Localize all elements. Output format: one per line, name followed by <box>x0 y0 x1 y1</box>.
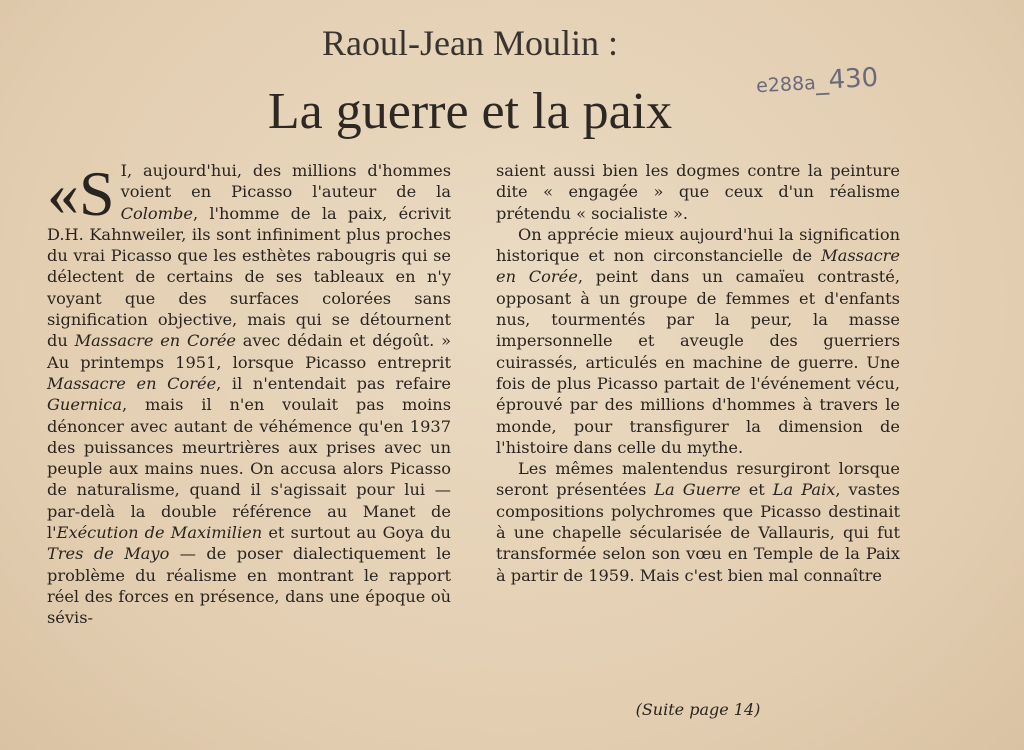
text-run: , mais il n'en voulait pas moins dénoncer avec autant de véhémence qu'en 1937 des puissances meurtrières aux prises avec un peuple aux mains nues. On accusa alors Picasso de naturalisme, quand il s'agissait pour lui — par-delà la double référence au Manet de l' <box>47 395 451 543</box>
column2-paragraph <box>496 160 900 224</box>
text-column-1 <box>47 160 451 629</box>
text-run: On apprécie mieux aujourd'hui la signification historique et non circonstancielle de <box>496 224 900 266</box>
text-run: I, aujourd'hui, des millions d'hommes voient en Picasso l'auteur de la <box>120 161 451 202</box>
text-run: et <box>740 480 773 500</box>
italic-title: La Guerre <box>654 480 741 500</box>
italic-title: Tres de Mayo <box>47 544 170 564</box>
text-run: — de poser dialectiquement le problème du réalisme en montrant le rapport réel des forces en présence, dans une époque où sévis- <box>47 544 451 628</box>
italic-title: Massacre en Corée <box>496 246 900 287</box>
text-column-2 <box>496 160 900 586</box>
continued-note: (Suite page 14) <box>635 700 761 719</box>
italic-title: Guernica <box>47 395 122 415</box>
archive-ref-prefix: e288a <box>755 72 817 98</box>
article-title: La guerre et la paix <box>267 83 673 140</box>
article-author: Raoul-Jean Moulin : <box>322 23 618 63</box>
italic-title: La Paix <box>772 480 836 500</box>
column2-paragraph <box>496 224 900 458</box>
text-run: Les mêmes malentendus resurgiront lorsque seront présentées <box>496 459 900 500</box>
text-run: , peint dans un camaïeu contrasté, opposant à un groupe de femmes et d'enfants nus, tourmentés par la peur, la masse impersonnelle et aveugle des guerriers cuirassés, articulés en machine de guerre. Une fois de plus Picasso partait de l'événement vécu, éprouvé par des millions d'hommes à travers le monde, pour transfigurer la dimension de l'histoire dans celle du mythe. <box>496 267 900 457</box>
text-run: , l'homme de la paix, écrivit D.H. Kahnweiler, ils sont infiniment plus proches du vrai Picasso que les esthètes rabougris qui se délectent de certains de ses tableaux en n'y voyant que des surfaces colorées sans signification objective, mais qui se détournent du <box>47 203 451 351</box>
italic-title: Colombe <box>120 203 193 223</box>
italic-title: Massacre en Corée <box>47 373 217 393</box>
column1-paragraph <box>47 160 451 629</box>
italic-title: Exécution de Maximilien <box>56 523 263 543</box>
archive-ref-number: _430 <box>814 62 879 97</box>
drop-cap: «S <box>47 158 115 229</box>
handwritten-archive-reference <box>755 63 879 99</box>
text-run: , il n'entendait pas refaire <box>216 373 451 393</box>
column1-body <box>47 158 452 628</box>
text-run: avec dédain et dégoût. » Au printemps 1951, lorsque Picasso entreprit <box>47 331 452 372</box>
text-run: saient aussi bien les dogmes contre la peinture dite « engagée » que ceux d'un réalisme prétendu « socialiste ». <box>496 161 900 223</box>
text-run: , vastes compositions polychromes que Picasso destinait à une chapelle sécularisée de Vallauris, qui fut transformée selon son vœu en Temple de la Paix à partir de 1959. Mais c'est bien mal connaître <box>496 480 900 585</box>
column2-paragraph <box>496 458 900 586</box>
italic-title: Massacre en Corée <box>74 331 237 351</box>
text-run: et surtout au Goya du <box>262 523 451 543</box>
